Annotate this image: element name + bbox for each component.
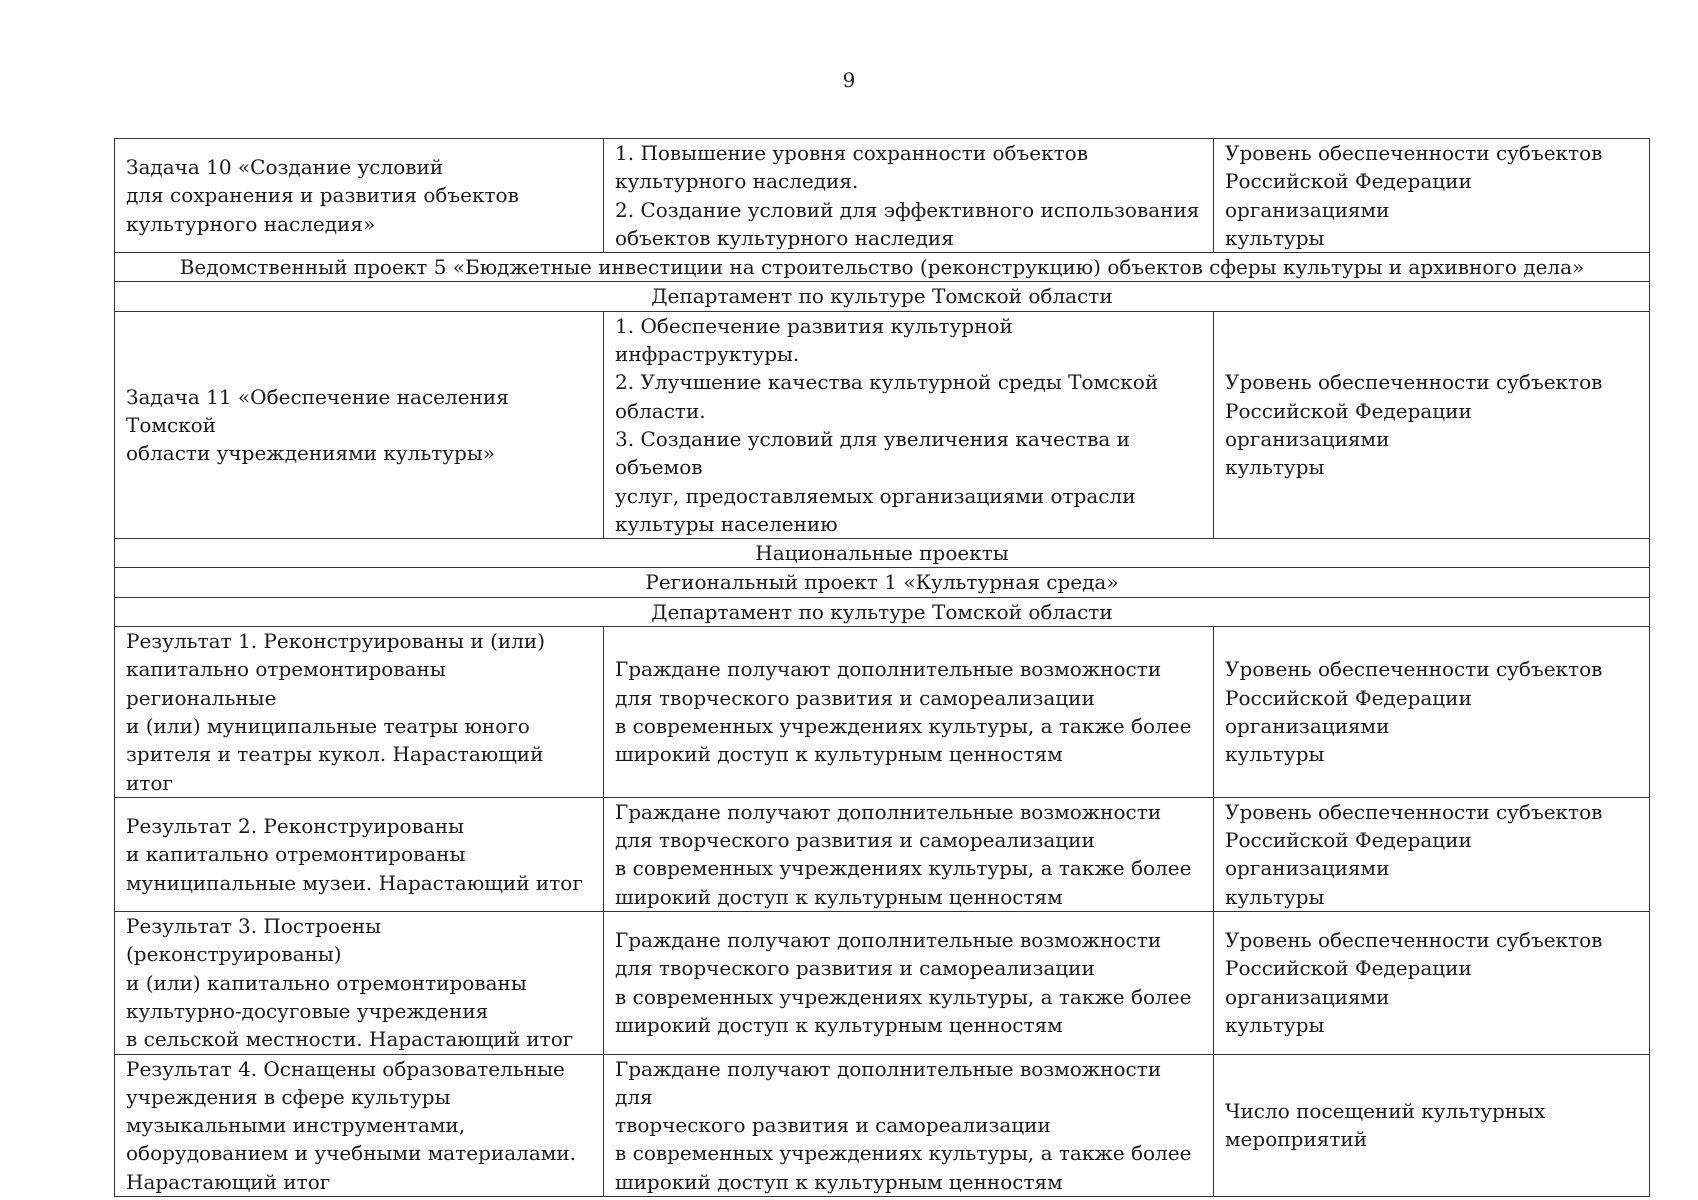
task-text: Результат 1. Реконструированы и (или) капитально отремонтированы региональные и (или) муниципальные театры юного зрителя и театры кукол. Нарастающий итог <box>126 629 546 795</box>
task-cell <box>115 627 604 798</box>
effect-text: Граждане получают дополнительные возможности для творческого развития и самореализации в современных учреждениях культуры, а также более широкий доступ к культурным ценностям <box>615 928 1192 1038</box>
task-cell <box>115 311 604 538</box>
indicator-cell <box>1214 627 1650 798</box>
effect-text: 1. Повышение уровня сохранности объектов культурного наследия. 2. Создание условий для эффективного использования объектов культурного наследия <box>615 141 1200 250</box>
results-table <box>114 138 1650 1197</box>
section-row <box>115 282 1650 311</box>
section-heading-text: Департамент по культуре Томской области <box>651 599 1113 624</box>
task-text: Результат 2. Реконструированы и капитально отремонтированы муниципальные музеи. Нарастающий итог <box>126 813 583 895</box>
task-cell <box>115 139 604 253</box>
effect-cell <box>604 1054 1214 1196</box>
section-heading-text: Ведомственный проект 5 «Бюджетные инвестиции на строительство (реконструкцию) объектов сферы культуры и архивного дела» <box>179 255 1585 280</box>
page-number: 9 <box>842 68 856 92</box>
indicator-text: Уровень обеспеченности субъектов Российской Федерации организациями культуры <box>1225 370 1603 480</box>
section-heading <box>115 253 1650 282</box>
section-row <box>115 539 1650 568</box>
table-row <box>115 797 1650 911</box>
task-cell <box>115 797 604 911</box>
indicator-text: Уровень обеспеченности субъектов Российской Федерации организациями культуры <box>1225 657 1603 767</box>
indicator-text: Уровень обеспеченности субъектов Российской Федерации организациями культуры <box>1225 928 1603 1038</box>
indicator-cell <box>1214 912 1650 1054</box>
section-heading-text: Департамент по культуре Томской области <box>651 284 1113 309</box>
task-cell <box>115 912 604 1054</box>
effect-cell <box>604 139 1214 253</box>
task-text: Задача 10 «Создание условий для сохранения и развития объектов культурного наследия» <box>126 155 519 236</box>
section-heading-text: Региональный проект 1 «Культурная среда» <box>645 570 1119 595</box>
effect-cell <box>604 311 1214 538</box>
section-heading <box>115 539 1650 568</box>
section-row <box>115 568 1650 597</box>
task-text: Результат 4. Оснащены образовательные учреждения в сфере культуры музыкальными инструментами, оборудованием и учебными материалами. Нарастающий итог <box>126 1056 576 1194</box>
indicator-cell <box>1214 139 1650 253</box>
section-heading <box>115 597 1650 626</box>
table-body <box>115 139 1650 1197</box>
indicator-cell <box>1214 311 1650 538</box>
table-row <box>115 1054 1650 1196</box>
effect-text: Граждане получают дополнительные возможности для творческого развития и самореализации в современных учреждениях культуры, а также более широкий доступ к культурным ценностям <box>615 1056 1192 1194</box>
table-row <box>115 627 1650 798</box>
task-text: Задача 11 «Обеспечение населения Томской области учреждениями культуры» <box>126 384 509 466</box>
table-row <box>115 311 1650 538</box>
indicator-cell <box>1214 1054 1650 1196</box>
effect-text: Граждане получают дополнительные возможности для творческого развития и самореализации в современных учреждениях культуры, а также более широкий доступ к культурным ценностям <box>615 799 1192 909</box>
task-text: Результат 3. Построены (реконструированы) и (или) капитально отремонтированы культурно-досуговые учреждения в сельской местности. Нарастающий итог <box>126 914 574 1052</box>
effect-text: 1. Обеспечение развития культурной инфраструктуры. 2. Улучшение качества культурной среды Томской области. 3. Создание условий для увеличения качества и объемов услуг, предоставляемых организациями отрасли культуры населению <box>615 313 1159 536</box>
table-row <box>115 912 1650 1054</box>
effect-text: Граждане получают дополнительные возможности для творческого развития и самореализации в современных учреждениях культуры, а также более широкий доступ к культурным ценностям <box>615 657 1192 767</box>
effect-cell <box>604 912 1214 1054</box>
section-row <box>115 597 1650 626</box>
effect-cell <box>604 797 1214 911</box>
table-row <box>115 139 1650 253</box>
indicator-text: Число посещений культурных мероприятий <box>1225 1098 1546 1152</box>
section-row <box>115 253 1650 282</box>
indicator-cell <box>1214 797 1650 911</box>
indicator-text: Уровень обеспеченности субъектов Российской Федерации организациями культуры <box>1225 799 1603 909</box>
effect-cell <box>604 627 1214 798</box>
task-cell <box>115 1054 604 1196</box>
section-heading-text: Национальные проекты <box>755 541 1009 566</box>
section-heading <box>115 568 1650 597</box>
section-heading <box>115 282 1650 311</box>
indicator-text: Уровень обеспеченности субъектов Российской Федерации организациями культуры <box>1225 141 1603 250</box>
